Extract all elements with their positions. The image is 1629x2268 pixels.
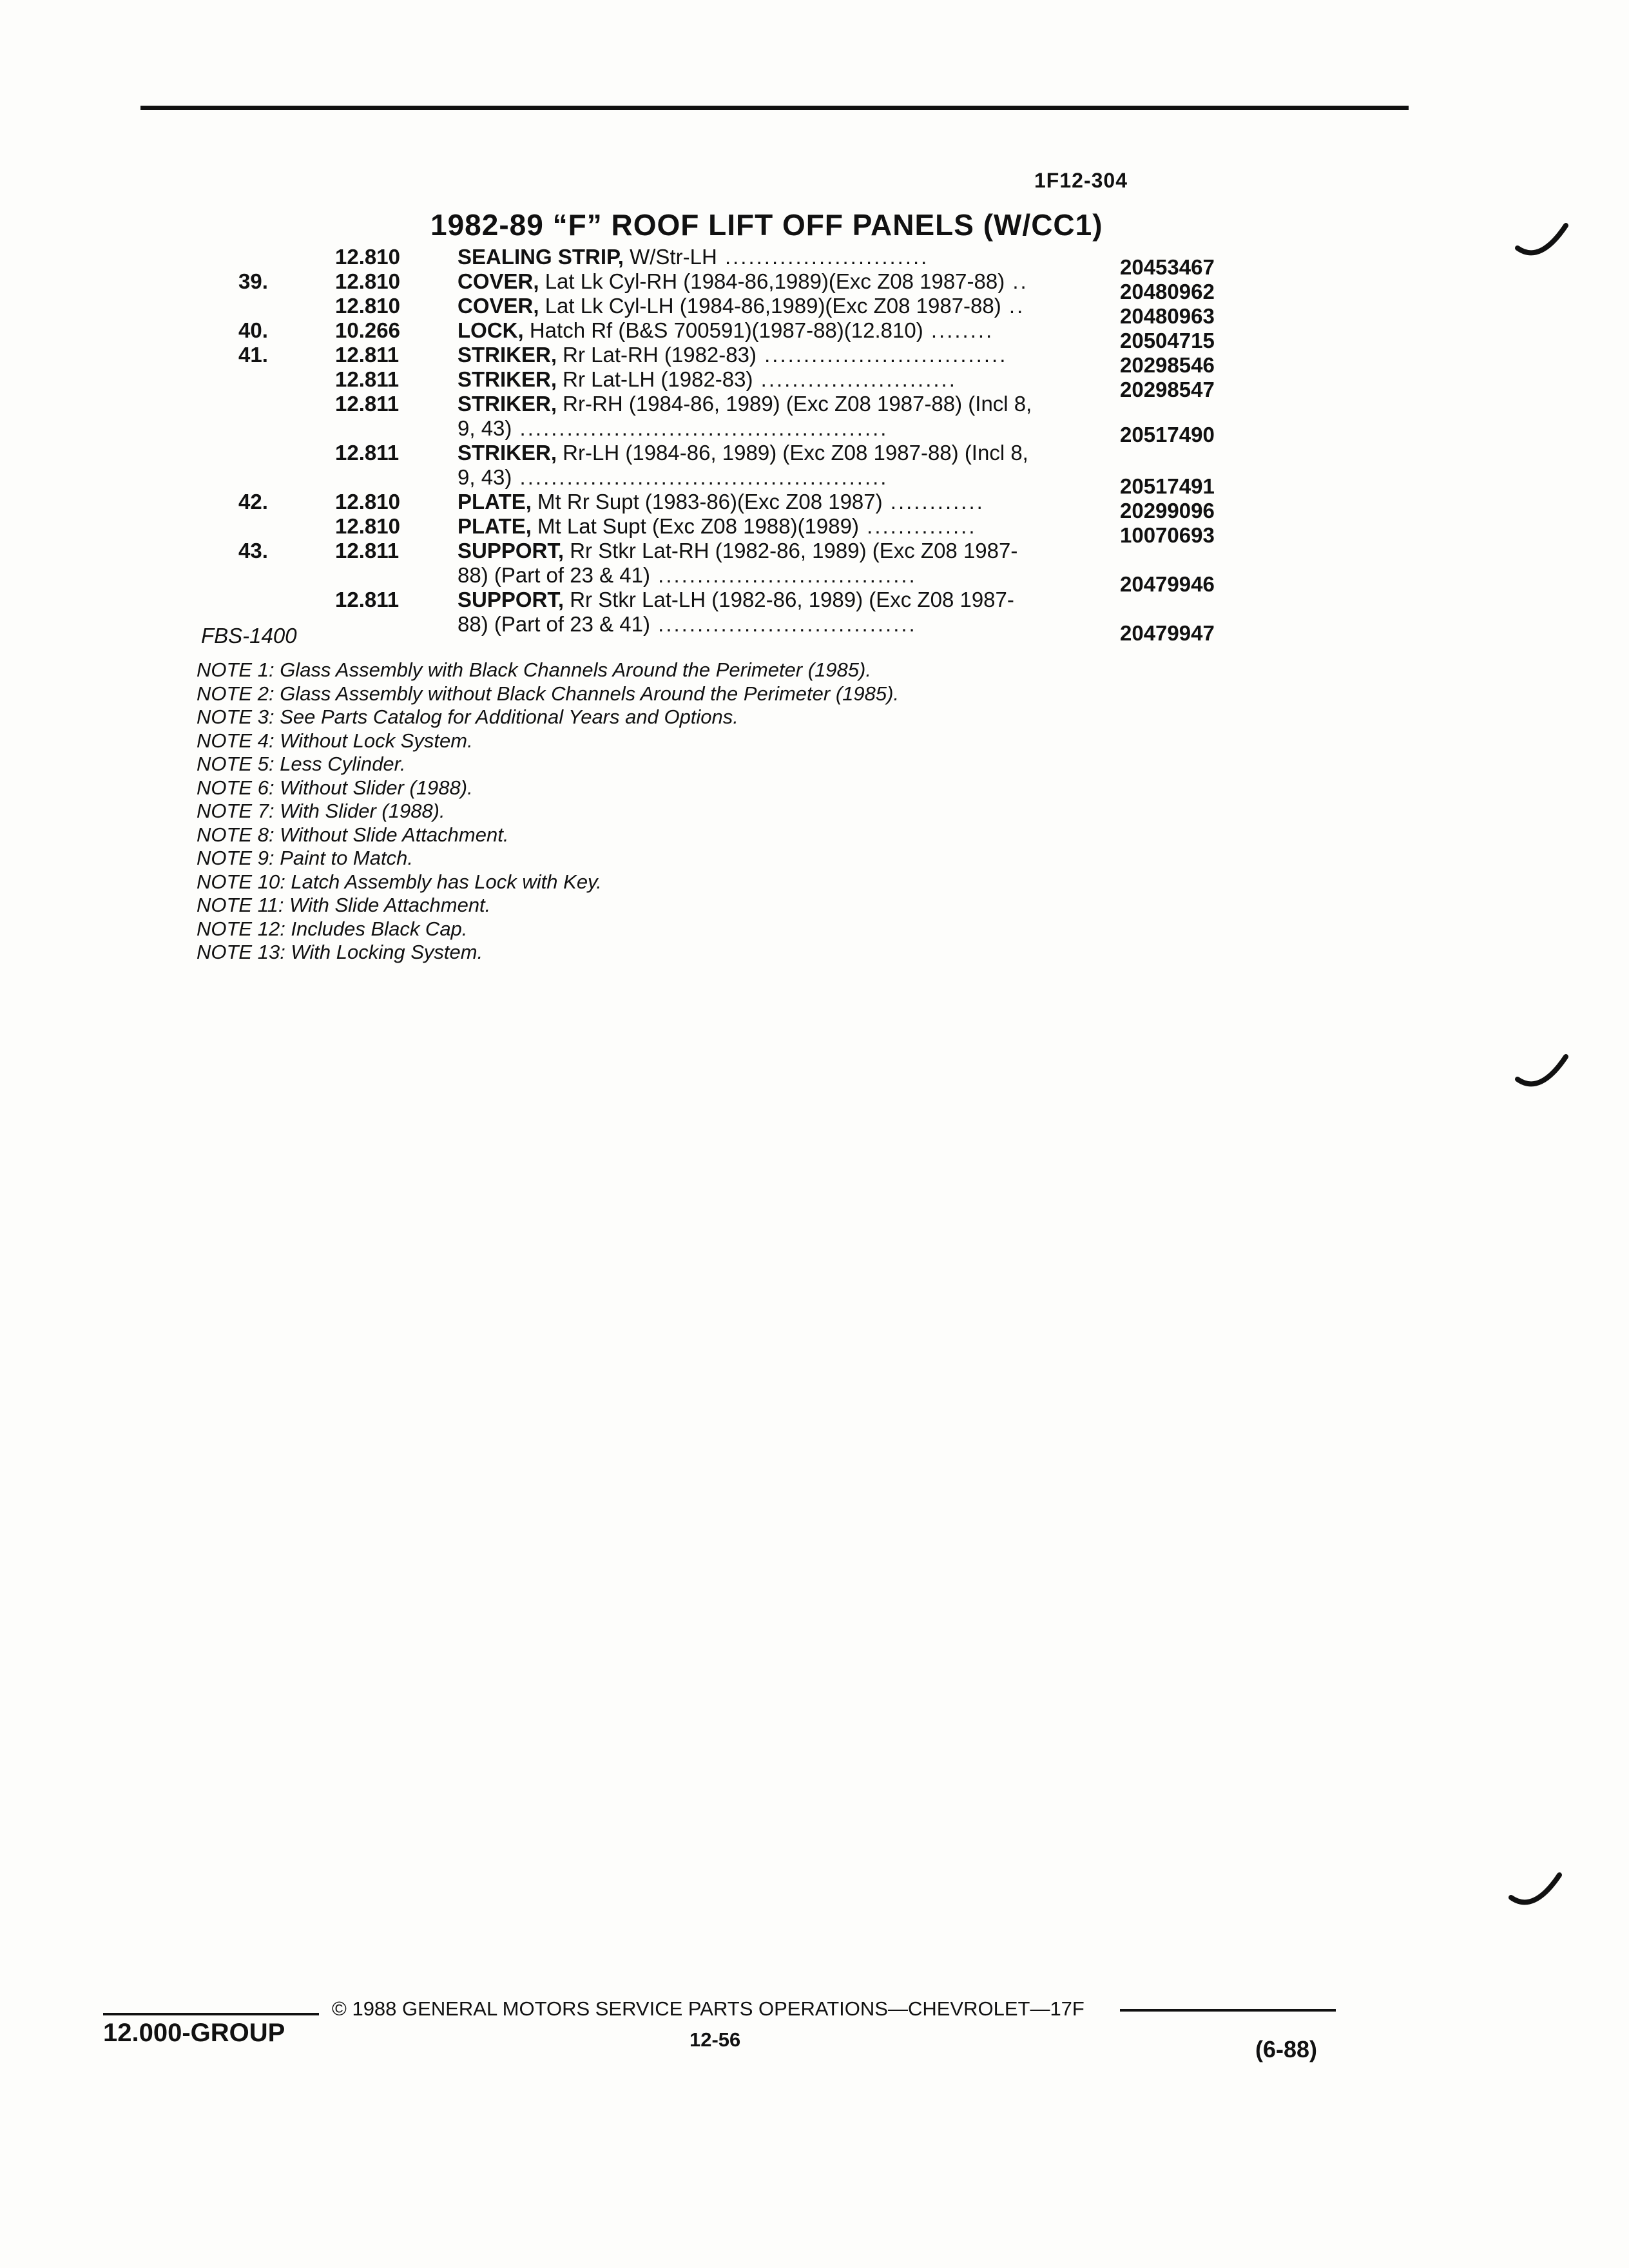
part-name: PLATE, — [458, 490, 532, 514]
footer-group-label: 12.000-GROUP — [103, 2019, 285, 2047]
leader-dots: ......................... — [753, 367, 957, 391]
note: NOTE 10: Latch Assembly has Lock with Key. — [197, 870, 602, 893]
part-description — [458, 539, 1102, 563]
top-rule — [140, 106, 1409, 110]
part-detail: W/Str-LH — [623, 245, 717, 269]
part-name: SEALING STRIP, — [458, 245, 624, 269]
section-title: 1982-89 “F” ROOF LIFT OFF PANELS (W/CC1) — [430, 208, 1103, 242]
part-name: SUPPORT, — [458, 539, 564, 562]
note: NOTE 4: Without Lock System. — [197, 729, 473, 752]
part-number: 20517491 — [1120, 474, 1215, 498]
leader-dots: .......................... — [717, 245, 929, 269]
part-number: 20517490 — [1120, 423, 1215, 447]
part-detail: Rr Stkr Lat-RH (1982-86, 1989) (Exc Z08 1987- — [564, 539, 1018, 562]
group-number: 12.811 — [335, 539, 400, 562]
part-name: STRIKER, — [458, 367, 557, 391]
part-number: 20504715 — [1120, 329, 1215, 352]
leader-dots: ........ — [923, 318, 994, 342]
part-number: 20480963 — [1120, 304, 1215, 328]
part-number: 20479946 — [1120, 572, 1215, 596]
group-number: 12.810 — [335, 269, 400, 293]
part-detail: Rr-RH (1984-86, 1989) (Exc Z08 1987-88) (Incl 8, — [557, 392, 1032, 416]
check-mark-icon — [1508, 1862, 1566, 1920]
part-description — [458, 318, 1102, 343]
leader-dots: ............................... — [756, 343, 1008, 367]
part-name: STRIKER, — [458, 441, 557, 465]
part-detail: Rr Stkr Lat-LH (1982-86, 1989) (Exc Z08 1987- — [564, 588, 1014, 611]
part-description — [458, 416, 1102, 441]
part-description — [458, 588, 1102, 612]
part-description — [458, 367, 1102, 392]
part-detail: Rr Lat-LH (1982-83) — [557, 367, 753, 391]
group-number: 12.811 — [335, 367, 400, 391]
page-code: 1F12-304 — [1034, 169, 1128, 192]
fbs-code: FBS-1400 — [201, 624, 297, 648]
part-description — [458, 490, 1102, 514]
group-number: 10.266 — [335, 318, 400, 342]
note: NOTE 13: With Locking System. — [197, 941, 483, 963]
note: NOTE 2: Glass Assembly without Black Channels Around the Perimeter (1985). — [197, 682, 900, 705]
part-detail: Rr-LH (1984-86, 1989) (Exc Z08 1987-88) (Incl 8, — [557, 441, 1028, 465]
part-name: COVER, — [458, 269, 539, 293]
part-detail: Hatch Rf (B&S 700591)(1987-88)(12.810) — [523, 318, 923, 342]
check-mark-icon — [1514, 213, 1572, 271]
group-number: 12.810 — [335, 490, 400, 514]
part-detail: Lat Lk Cyl-RH (1984-86,1989)(Exc Z08 1987-88) — [539, 269, 1005, 293]
leader-dots: ............................................... — [512, 465, 889, 489]
note: NOTE 11: With Slide Attachment. — [197, 894, 491, 916]
footer-copyright: © 1988 GENERAL MOTORS SERVICE PARTS OPERATIONS—CHEVROLET—17F — [332, 1997, 1084, 2020]
part-name: STRIKER, — [458, 392, 557, 416]
part-description — [458, 343, 1102, 367]
part-name: LOCK, — [458, 318, 524, 342]
part-name: STRIKER, — [458, 343, 557, 367]
part-name: SUPPORT, — [458, 588, 564, 611]
key-number: 40. — [238, 318, 268, 342]
part-description — [458, 563, 1102, 588]
leader-dots: ................................. — [650, 612, 917, 636]
part-number: 20298547 — [1120, 378, 1215, 401]
part-number: 20479947 — [1120, 621, 1215, 645]
part-detail: 88) (Part of 23 & 41) — [458, 563, 650, 587]
leader-dots: ................................. — [650, 563, 917, 587]
group-number: 12.811 — [335, 588, 400, 611]
note: NOTE 6: Without Slider (1988). — [197, 776, 473, 799]
part-number: 20298546 — [1120, 353, 1215, 377]
note: NOTE 12: Includes Black Cap. — [197, 917, 468, 940]
group-number: 12.811 — [335, 441, 400, 465]
part-description — [458, 612, 1102, 637]
part-name: COVER, — [458, 294, 539, 318]
part-detail: Lat Lk Cyl-LH (1984-86,1989)(Exc Z08 1987-88) — [539, 294, 1001, 318]
part-description — [458, 514, 1102, 539]
part-description — [458, 441, 1102, 465]
part-description — [458, 465, 1102, 490]
part-detail: 9, 43) — [458, 416, 512, 440]
leader-dots: .............. — [858, 514, 977, 538]
footer-page-number: 12-56 — [689, 2028, 741, 2051]
part-name: PLATE, — [458, 514, 532, 538]
part-detail: Rr Lat-RH (1982-83) — [557, 343, 757, 367]
leader-dots: .. — [1001, 294, 1025, 318]
part-number: 20480962 — [1120, 280, 1215, 303]
part-number: 10070693 — [1120, 523, 1215, 547]
check-mark-icon — [1514, 1044, 1572, 1102]
group-number: 12.811 — [335, 343, 400, 367]
leader-dots: ............................................... — [512, 416, 889, 440]
note: NOTE 7: With Slider (1988). — [197, 800, 445, 822]
part-detail: 9, 43) — [458, 465, 512, 489]
part-description — [458, 392, 1102, 416]
note: NOTE 3: See Parts Catalog for Additional Years and Options. — [197, 706, 738, 728]
footer-rule — [1120, 2009, 1336, 2012]
key-number: 39. — [238, 269, 268, 293]
key-number: 43. — [238, 539, 268, 562]
group-number: 12.810 — [335, 245, 400, 269]
note: NOTE 9: Paint to Match. — [197, 847, 413, 869]
group-number: 12.810 — [335, 294, 400, 318]
part-description — [458, 294, 1102, 318]
part-detail: 88) (Part of 23 & 41) — [458, 612, 650, 636]
footer-date: (6-88) — [1255, 2036, 1318, 2062]
key-number: 42. — [238, 490, 268, 514]
part-number: 20453467 — [1120, 255, 1215, 279]
part-number: 20299096 — [1120, 499, 1215, 523]
leader-dots: ............ — [882, 490, 985, 514]
footer-rule — [103, 2013, 319, 2015]
group-number: 12.810 — [335, 514, 400, 538]
note: NOTE 5: Less Cylinder. — [197, 753, 406, 775]
part-detail: Mt Rr Supt (1983-86)(Exc Z08 1987) — [531, 490, 883, 514]
part-description — [458, 245, 1102, 269]
part-description — [458, 269, 1102, 294]
key-number: 41. — [238, 343, 268, 367]
note: NOTE 1: Glass Assembly with Black Channels Around the Perimeter (1985). — [197, 658, 871, 681]
notes-list — [197, 658, 1163, 965]
leader-dots: .. — [1005, 269, 1028, 293]
part-detail: Mt Lat Supt (Exc Z08 1988)(1989) — [531, 514, 859, 538]
note: NOTE 8: Without Slide Attachment. — [197, 823, 509, 846]
group-number: 12.811 — [335, 392, 400, 416]
